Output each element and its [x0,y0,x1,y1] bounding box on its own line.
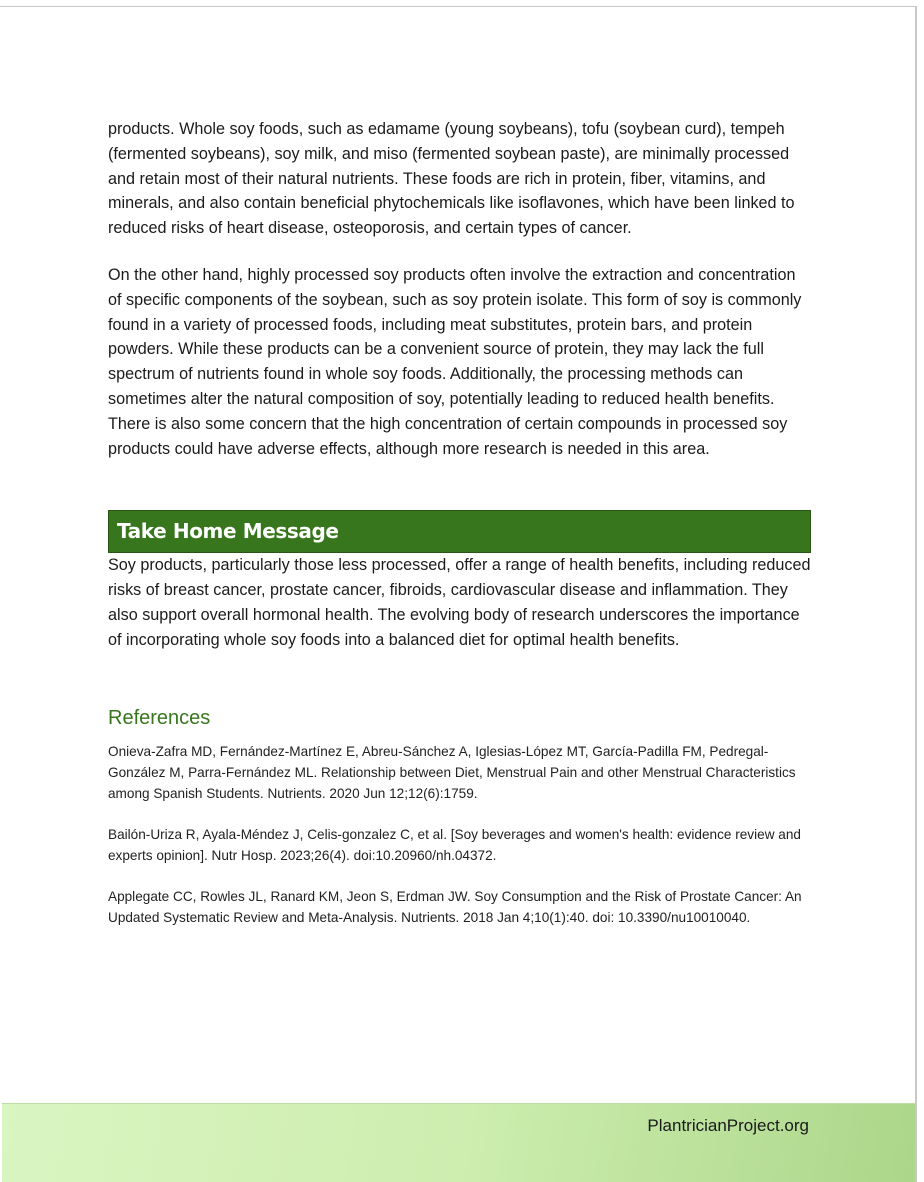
take-home-message-heading: Take Home Message [108,510,811,553]
footer-website-link[interactable]: PlantricianProject.org [647,1116,809,1135]
take-home-message-body: Soy products, particularly those less processed, offer a range of health benefits, including reduced risks of breast cancer, prostate cancer, fibroids, cardiovascular disease and inflammation. They also support overall hormonal health. The evolving body of research underscores the importance of incorporating whole soy foods into a balanced diet for optimal health benefits. [108,556,811,649]
references-heading: References [108,706,211,729]
body-paragraph-whole-soy: products. Whole soy foods, such as edamame (young soybeans), tofu (soybean curd), tempeh (fermented soybeans), soy milk, and miso (fermented soybean paste), are minimally processed and retain most of their natural nutrients. These foods are rich in protein, fiber, vitamins, and minerals, and also contain beneficial phytochemicals like isoflavones, which have been linked to reduced risks of heart disease, osteoporosis, and certain types of cancer. [108,120,795,238]
page-footer [2,1103,915,1182]
reference-item: Onieva-Zafra MD, Fernández-Martínez E, Abreu-Sánchez A, Iglesias-López MT, García-Padilla FM, Pedregal-González M, Parra-Fernández ML. Relationship between Diet, Menstrual Pain and other Menstrual Characteristics among Spanish Students. Nutrients. 2020 Jun 12;12(6):1759. [108,743,796,801]
body-paragraph-processed-soy: On the other hand, highly processed soy products often involve the extraction and concentration of specific components of the soybean, such as soy protein isolate. This form of soy is commonly found in a variety of processed foods, including meat substitutes, protein bars, and protein powders. While these products can be a convenient source of protein, they may lack the full spectrum of nutrients found in whole soy foods. Additionally, the processing methods can sometimes alter the natural composition of soy, potentially leading to reduced health benefits. There is also some concern that the high concentration of certain compounds in processed soy products could have adverse effects, although more research is needed in this area. [108,265,802,458]
document-page [0,6,917,1182]
page-content [108,117,811,948]
reference-item: Bailón-Uriza R, Ayala-Méndez J, Celis-gonzalez C, et al. [Soy beverages and women's health: evidence review and experts opinion]. Nutr Hosp. 2023;26(4). doi:10.20960/nh.04372. [108,826,801,863]
reference-item: Applegate CC, Rowles JL, Ranard KM, Jeon S, Erdman JW. Soy Consumption and the Risk of Prostate Cancer: An Updated Systematic Review and Meta-Analysis. Nutrients. 2018 Jan 4;10(1):40. doi: 10.3390/nu10010040. [108,888,802,925]
